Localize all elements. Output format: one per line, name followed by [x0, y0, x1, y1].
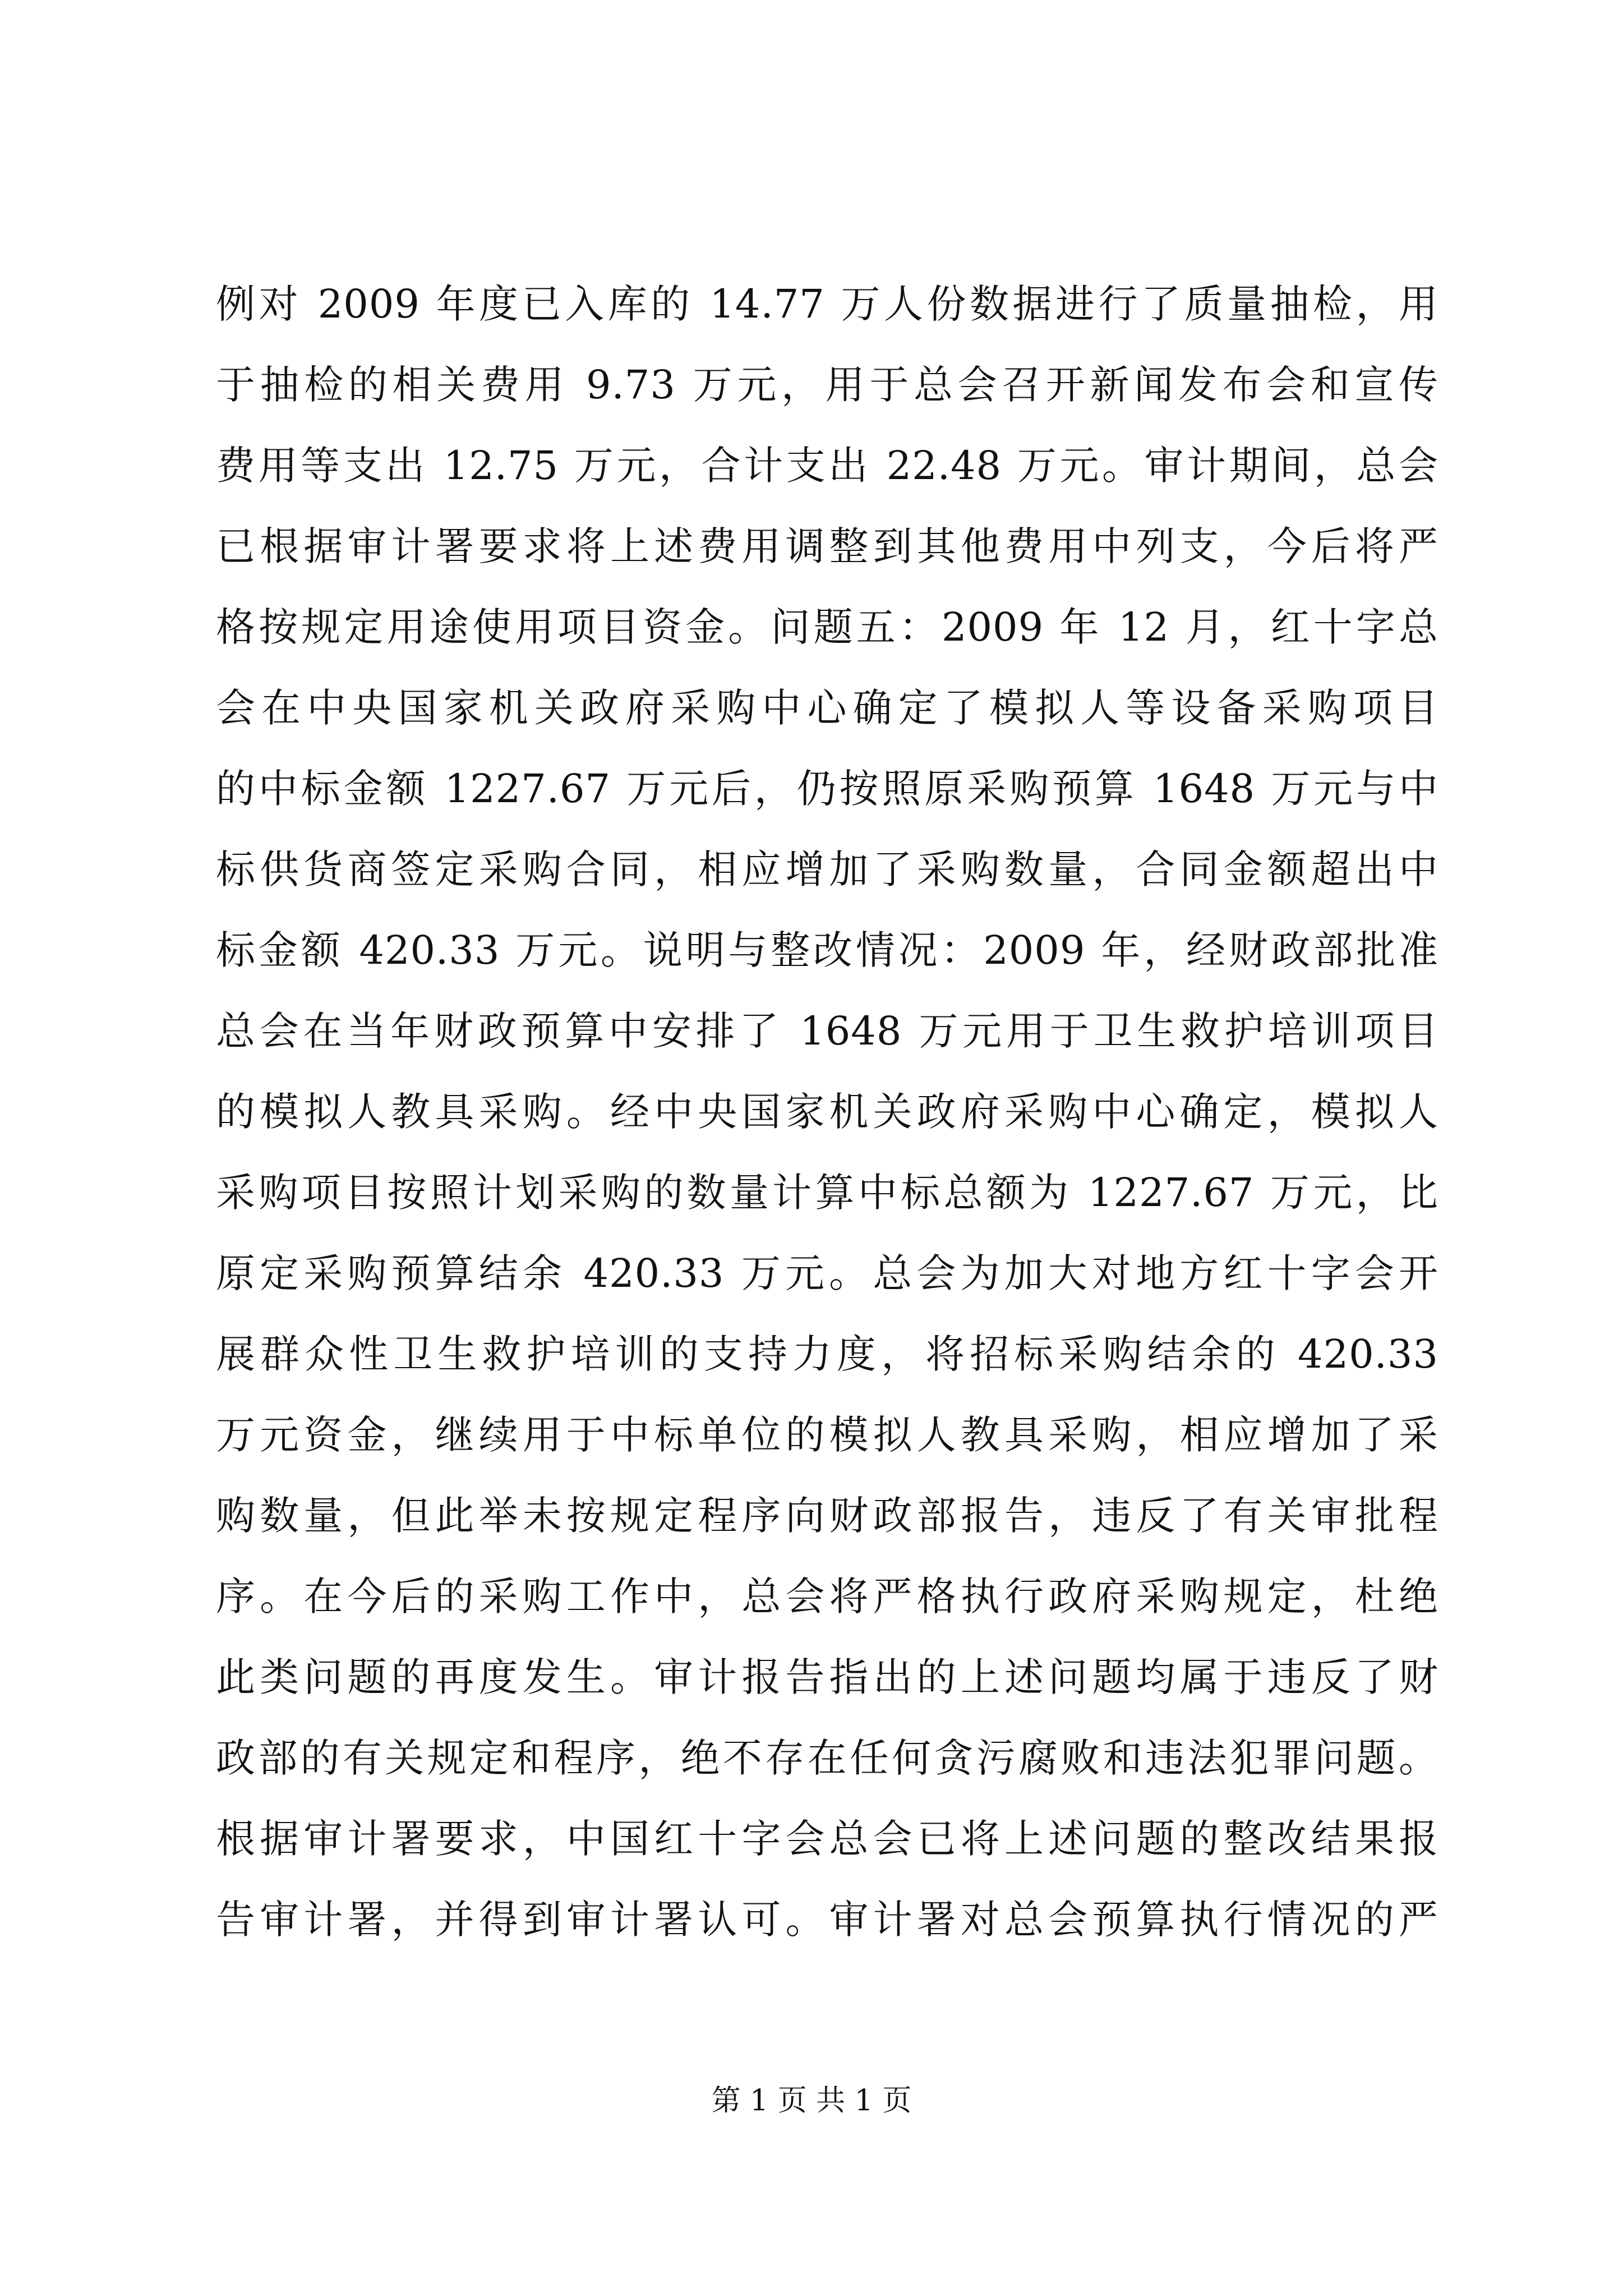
- text-line: 展群众性卫生救护培训的支持力度，将招标采购结余的 420.33: [216, 1331, 1438, 1377]
- text-line: 标金额 420.33 万元。说明与整改情况：2009 年，经财政部批准: [216, 927, 1438, 973]
- text-line: 采购项目按照计划采购的数量计算中标总额为 1227.67 万元，比: [216, 1170, 1438, 1216]
- text-line: 政部的有关规定和程序，绝不存在任何贪污腐败和违法犯罪问题。: [216, 1735, 1438, 1781]
- text-line: 总会在当年财政预算中安排了 1648 万元用于卫生救护培训项目: [216, 1008, 1438, 1054]
- text-line: 万元资金，继续用于中标单位的模拟人教具采购，相应增加了采: [216, 1412, 1438, 1458]
- text-line: 原定采购预算结余 420.33 万元。总会为加大对地方红十字会开: [216, 1250, 1438, 1296]
- body-text: [216, 264, 1438, 1960]
- text-line: 购数量，但此举未按规定程序向财政部报告，违反了有关审批程: [216, 1493, 1438, 1539]
- page-footer: 第 1 页 共 1 页: [711, 2084, 912, 2118]
- text-line: 序。在今后的采购工作中，总会将严格执行政府采购规定，杜绝: [216, 1573, 1438, 1619]
- text-line: 标供货商签定采购合同，相应增加了采购数量，合同金额超出中: [216, 846, 1438, 892]
- text-line: 费用等支出 12.75 万元，合计支出 22.48 万元。审计期间，总会: [216, 443, 1438, 489]
- text-line: 根据审计署要求，中国红十字会总会已将上述问题的整改结果报: [216, 1816, 1438, 1862]
- text-line: 告审计署，并得到审计署认可。审计署对总会预算执行情况的严: [216, 1897, 1438, 1943]
- text-line: 已根据审计署要求将上述费用调整到其他费用中列支，今后将严: [216, 523, 1438, 569]
- text-line: 例对 2009 年度已入库的 14.77 万人份数据进行了质量抽检，用: [216, 281, 1438, 327]
- text-line: 的中标金额 1227.67 万元后，仍按照原采购预算 1648 万元与中: [216, 766, 1438, 812]
- text-line: 会在中央国家机关政府采购中心确定了模拟人等设备采购项目: [216, 685, 1438, 731]
- text-line: 于抽检的相关费用 9.73 万元，用于总会召开新闻发布会和宣传: [216, 362, 1438, 408]
- text-line: 格按规定用途使用项目资金。问题五：2009 年 12 月，红十字总: [216, 604, 1438, 650]
- text-line: 的模拟人教具采购。经中央国家机关政府采购中心确定，模拟人: [216, 1089, 1438, 1135]
- text-line: 此类问题的再度发生。审计报告指出的上述问题均属于违反了财: [216, 1654, 1438, 1700]
